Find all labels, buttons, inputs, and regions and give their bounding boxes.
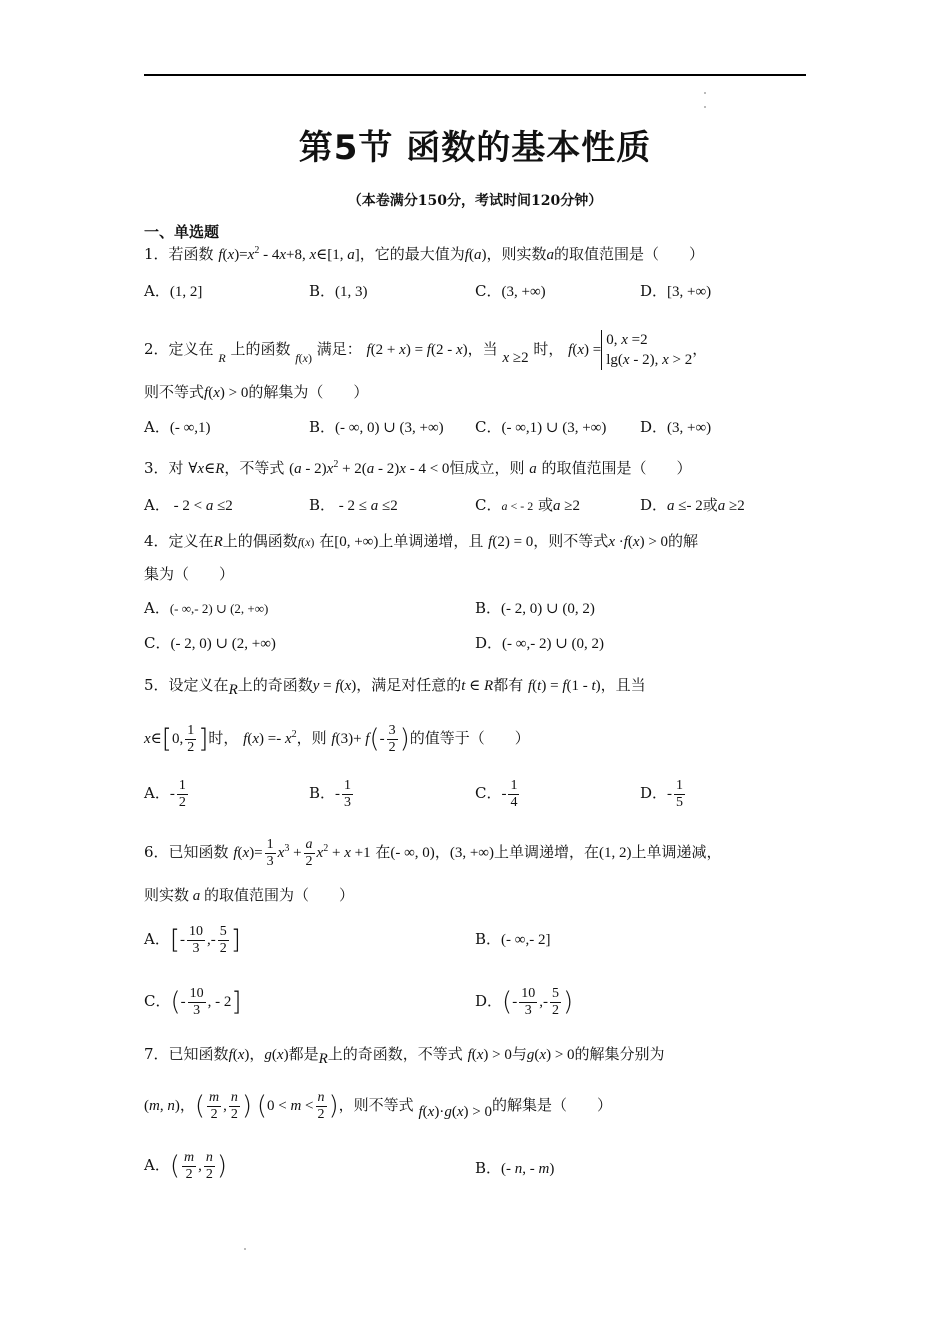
question-5-line2: x∈[0, $\frac{1}{2}$ ]时， $f(x) =- x^2$，则 f(3)+ f(- $\frac{3}{2}$ )的值等于（ ）: [144, 722, 530, 755]
q7-option-a[interactable]: A．( $\frac{m}{2}$ , $\frac{n}{2}$ ): [144, 1149, 228, 1182]
q1-option-d[interactable]: D．[3, +∞): [640, 282, 712, 300]
exam-info: （本卷满分150分，考试时间120分钟）: [347, 193, 603, 209]
question-6: 6．已知函数 f(x)= $\frac{1}{3}$ $x^3$ + $\frac{a}{2}$ $x^2 + x +1$ 在(- ∞, 0)，(3, +∞)上单调递增，在(1, 2)上单调递减，: [144, 836, 722, 869]
q4-option-b[interactable]: B．(- 2, 0) ∪ (0, 2): [475, 599, 595, 617]
q4-option-c[interactable]: C．(- 2, 0) ∪ (2, +∞): [144, 634, 276, 652]
q5-option-c[interactable]: C．- $\frac{1}{4}$: [475, 777, 518, 810]
question-2: 2．定义在 $_R$ 上的函数 $_{f(x)}$ 满足： f(2 + x) = f(2 - x)，当 x ≥2 时， f(x) = 0, x =2 lg(x - 2), x > 2 ，: [144, 332, 708, 368]
q2-option-b[interactable]: B．(- ∞, 0) ∪ (3, +∞): [309, 418, 444, 436]
q5-option-a[interactable]: A．- $\frac{1}{2}$: [144, 777, 186, 810]
question-7-line2: (m, n)，( $\frac{m}{2}$ , $\frac{n}{2}$ ) (0 < m < $\frac{n}{2}$ )，则不等式 f(x)·g(x) > 0的解集是（ ）: [144, 1089, 612, 1122]
q3-option-a[interactable]: A． - 2 < a ≤2: [144, 496, 233, 514]
q6-option-b[interactable]: B．(- ∞,- 2]: [475, 930, 551, 948]
q4-option-a[interactable]: A．(- ∞,- 2) ∪ (2, +∞): [144, 599, 269, 617]
section-heading: 一、单选题: [144, 223, 220, 241]
scan-speck: [244, 1248, 246, 1250]
q1-option-b[interactable]: B．(1, 3): [309, 282, 368, 300]
scan-speck: [704, 106, 706, 108]
q2-option-d[interactable]: D．(3, +∞): [640, 418, 712, 436]
question-3: 3．对 ∀x∈R，不等式 $(a - 2)x^2 + 2(a - 2)x - 4 < 0$恒成立，则 a 的取值范围是（ ）: [144, 459, 692, 477]
question-4: 4．定义在R上的偶函数f(x) 在[0, +∞)上单调递增，且 f(2) = 0，则不等式x ·f(x) > 0的解: [144, 532, 699, 550]
q6-option-c[interactable]: C．(- $\frac{10}{3}$ , - 2]: [144, 985, 242, 1018]
q3-option-b[interactable]: B． - 2 ≤ a ≤2: [309, 496, 398, 514]
q3-option-c[interactable]: C．a < - 2 或a ≥2: [475, 496, 581, 514]
header-rule: [144, 74, 806, 76]
question-4-line2: 集为（ ）: [144, 565, 235, 583]
q2-option-a[interactable]: A．(- ∞,1): [144, 418, 211, 436]
q6-option-d[interactable]: D．(- $\frac{10}{3}$ ,- $\frac{5}{2}$ ): [475, 985, 574, 1018]
q5-option-d[interactable]: D．- $\frac{1}{5}$: [640, 777, 684, 810]
q4-option-d[interactable]: D．(- ∞,- 2) ∪ (0, 2): [475, 634, 605, 652]
q3-option-d[interactable]: D．a ≤- 2或a ≥2: [640, 496, 745, 514]
question-1: 1．若函数 $f(x)=x^2 - 4x+8$, x∈[1, a]，它的最大值为f(a)，则实数a的取值范围是（ ）: [144, 245, 704, 263]
question-6-line2: 则实数 a 的取值范围为（ ）: [144, 886, 355, 904]
q7-option-b[interactable]: B．(- n, - m): [475, 1159, 555, 1177]
scan-speck: [704, 92, 706, 94]
question-5: 5．设定义在R上的奇函数y = f(x)，满足对任意的t ∈ R都有 f(t) = f(1 - t)，且当: [144, 676, 646, 698]
question-2-line2: 则不等式f(x) > 0的解集为（ ）: [144, 383, 369, 401]
q1-option-c[interactable]: C．(3, +∞): [475, 282, 546, 300]
q5-option-b[interactable]: B．- $\frac{1}{3}$: [309, 777, 352, 810]
q6-option-a[interactable]: A．[- $\frac{10}{3}$ ,- $\frac{5}{2}$ ]: [144, 923, 241, 956]
page-title: 第5节 函数的基本性质: [298, 128, 652, 168]
question-7: 7．已知函数f(x)，g(x)都是R上的奇函数，不等式 f(x) > 0与g(x) > 0的解集分别为: [144, 1045, 665, 1067]
q1-option-a[interactable]: A．(1, 2]: [144, 282, 203, 300]
q2-option-c[interactable]: C．(- ∞,1) ∪ (3, +∞): [475, 418, 607, 436]
